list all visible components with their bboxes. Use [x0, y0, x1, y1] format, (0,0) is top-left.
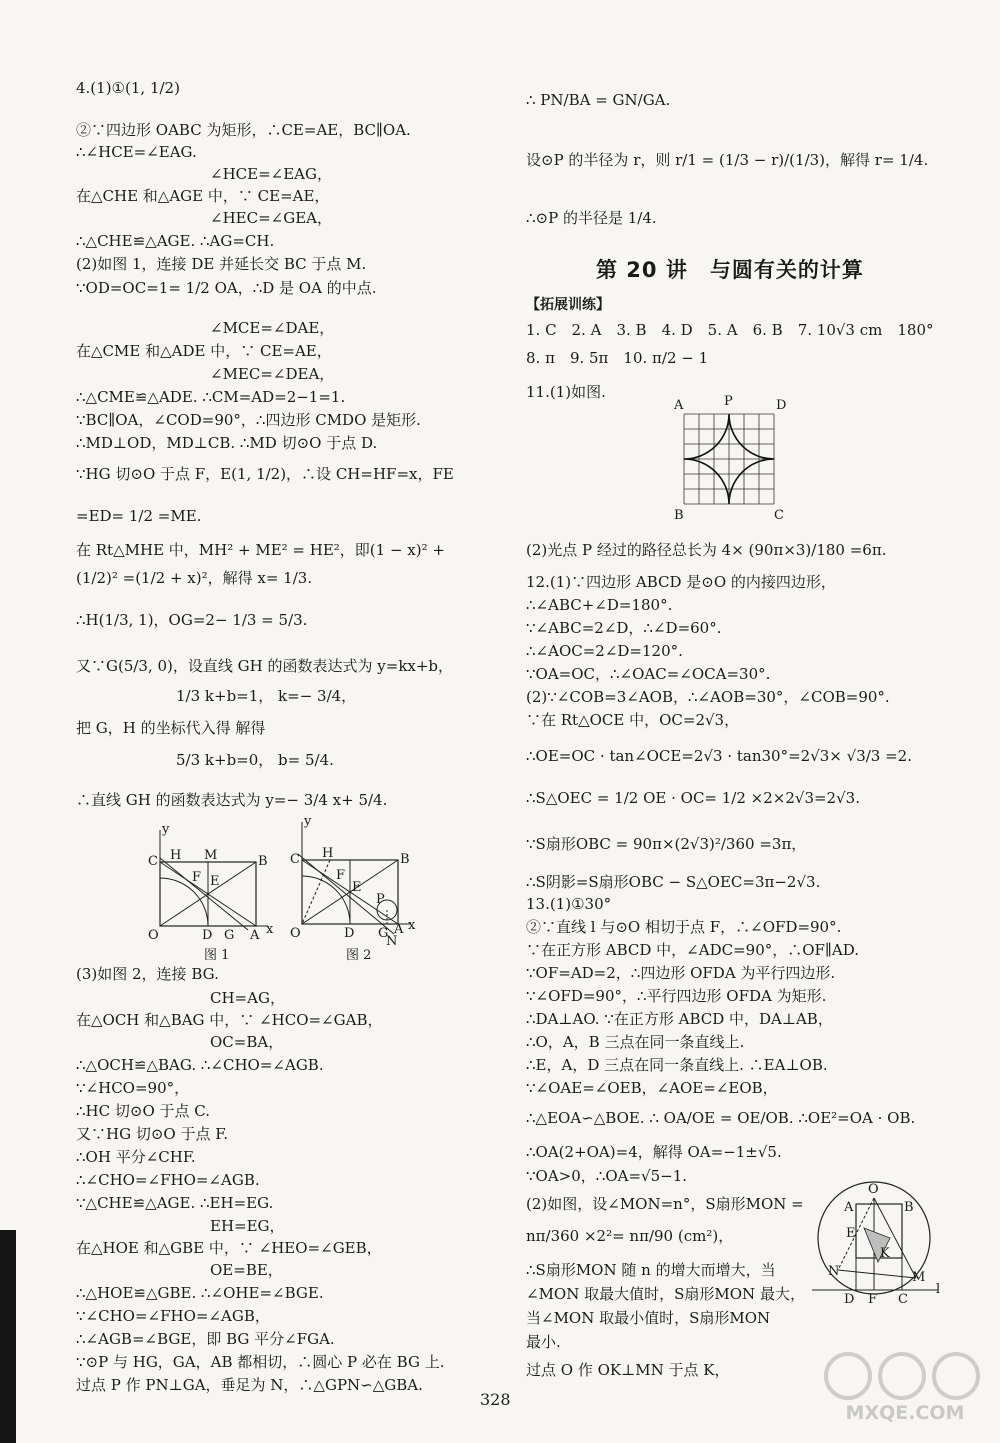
point-label: H — [322, 846, 334, 861]
text-line: ∴⊙P 的半径是 1/4. — [526, 209, 657, 227]
point-label: A — [674, 398, 684, 413]
text-line: ∵OD=OC=1= 1/2 OA，∴D 是 OA 的中点. — [76, 279, 377, 297]
text-line: ②∵直线 l 与⊙O 相切于点 F，∴∠OFD=90°. — [526, 918, 842, 936]
text-line: EH=EG， — [210, 1217, 285, 1235]
section-label: 【拓展训练】 — [526, 297, 610, 313]
text-line: ∠HCE=∠EAG， — [210, 165, 332, 183]
text-line: ∴∠AOC=2∠D=120°. — [526, 642, 683, 660]
text-line: 在△OCH 和△BAG 中，∵ ∠HCO=∠GAB， — [76, 1011, 383, 1029]
text-line: ∵∠CHO=∠FHO=∠AGB， — [76, 1307, 270, 1325]
circle-square-figure — [808, 1178, 948, 1308]
point-label: O — [868, 1182, 879, 1197]
point-label: K — [880, 1246, 890, 1261]
text-line: ∠MEC=∠DEA， — [210, 365, 335, 383]
text-line: 5/3 k+b=0， b= 5/4. — [176, 751, 334, 769]
text-line: 8. π 9. 5π 10. π/2 − 1 — [526, 349, 709, 367]
text-line: ∴HC 切⊙O 于点 C. — [76, 1102, 210, 1120]
point-label: C — [774, 508, 784, 523]
scan-edge-shadow — [0, 1230, 16, 1443]
text-line: ∵在 Rt△OCE 中，OC=2√3， — [526, 711, 740, 729]
text-line: ∴DA⊥AO. ∵在正方形 ABCD 中，DA⊥AB， — [526, 1010, 833, 1028]
watermark-logo — [820, 1350, 990, 1430]
figure-caption: 图 1 — [204, 948, 230, 963]
text-line: nπ/360 ×2²= nπ/90 (cm²)， — [526, 1227, 734, 1245]
point-label: D — [844, 1292, 855, 1307]
text-line: 4.(1)①(1, 1/2) — [76, 79, 180, 97]
point-label: F — [336, 868, 346, 883]
text-line: ∴S△OEC = 1/2 OE · OC= 1/2 ×2×2√3=2√3. — [526, 789, 860, 807]
text-line: (1/2)² =(1/2 + x)²，解得 x= 1/3. — [76, 569, 313, 587]
text-line: 又∵G(5/3, 0)，设直线 GH 的函数表达式为 y=kx+b， — [76, 657, 454, 675]
text-line: ∴ PN/BA = GN/GA. — [526, 91, 671, 109]
text-line: ∴OA(2+OA)=4，解得 OA=−1±√5. — [526, 1143, 782, 1161]
text-line: ∵⊙P 与 HG，GA，AB 都相切，∴圆心 P 必在 BG 上. — [76, 1353, 445, 1371]
text-line: (2)如图 1，连接 DE 并延长交 BC 于点 M. — [76, 255, 367, 273]
text-line: 11.(1)如图. — [526, 383, 606, 401]
text-line: ∵HG 切⊙O 于点 F，E(1, 1/2)，∴设 CH=HF=x，FE — [76, 465, 454, 483]
text-line: ∴△EOA∽△BOE. ∴ OA/OE = OE/OB. ∴OE²=OA · OB. — [526, 1109, 916, 1127]
text-line: ∵OA>0，∴OA=√5−1. — [526, 1167, 688, 1185]
text-line: 1/3 k+b=1， k=− 3/4， — [176, 687, 357, 705]
point-label: G — [224, 928, 235, 943]
point-label: F — [192, 870, 202, 885]
text-line: 最小. — [526, 1333, 561, 1351]
point-label: G — [378, 926, 389, 941]
point-label: F — [868, 1292, 878, 1307]
text-line: 又∵HG 切⊙O 于点 F. — [76, 1125, 229, 1143]
text-line: (3)如图 2，连接 BG. — [76, 965, 219, 983]
point-label: l — [936, 1282, 941, 1297]
point-label: H — [170, 848, 182, 863]
figure-1 — [144, 822, 274, 963]
point-label: E — [846, 1226, 856, 1241]
text-line: ∴直线 GH 的函数表达式为 y=− 3/4 x+ 5/4. — [76, 791, 388, 809]
point-label: D — [776, 398, 787, 413]
text-line: ∴△CME≌△ADE. ∴CM=AD=2−1=1. — [76, 388, 346, 406]
text-line: 1. C 2. A 3. B 4. D 5. A 6. B 7. 10√3 cm 180° — [526, 321, 934, 339]
text-line: ∴∠AGB=∠BGE，即 BG 平分∠FGA. — [76, 1330, 335, 1348]
text-line: ∵S扇形OBC = 90π×(2√3)²/360 =3π， — [526, 835, 807, 853]
point-label: B — [904, 1200, 914, 1215]
text-line: ∵∠HCO=90°， — [76, 1079, 190, 1097]
text-line: ∵△CHE≌△AGE. ∴EH=EG. — [76, 1194, 274, 1212]
text-line: ∴△CHE≌△AGE. ∴AG=CH. — [76, 232, 275, 250]
point-label: D — [344, 926, 355, 941]
figure-2 — [286, 814, 416, 963]
text-line: 13.(1)①30° — [526, 895, 612, 913]
point-label: B — [258, 854, 268, 869]
point-label: A — [394, 922, 404, 937]
text-line: ∠HEC=∠GEA， — [210, 209, 332, 227]
text-line: ∵∠OAE=∠OEB，∠AOE=∠EOB， — [526, 1079, 778, 1097]
text-line: =ED= 1/2 =ME. — [76, 507, 202, 525]
text-line: ∵在正方形 ABCD 中，∠ADC=90°，∴OF∥AD. — [526, 941, 859, 959]
text-line: ∴E，A，D 三点在同一条直线上. ∴EA⊥OB. — [526, 1056, 828, 1074]
text-line: ∴MD⊥OD，MD⊥CB. ∴MD 切⊙O 于点 D. — [76, 434, 378, 452]
text-line: 过点 O 作 OK⊥MN 于点 K， — [526, 1361, 730, 1379]
point-label: P — [376, 892, 385, 907]
point-label: E — [352, 880, 362, 895]
point-label: A — [250, 928, 260, 943]
point-label: A — [844, 1200, 854, 1215]
text-line: (2)∵∠COB=3∠AOB，∴∠AOB=30°，∠COB=90°. — [526, 688, 890, 706]
lecture-title: 第 20 讲 与圆有关的计算 — [596, 258, 864, 282]
text-line: ∵BC∥OA，∠COD=90°，∴四边形 CMDO 是矩形. — [76, 411, 421, 429]
text-line: OC=BA， — [210, 1033, 284, 1051]
text-line: ∴△HOE≌△GBE. ∴∠OHE=∠BGE. — [76, 1284, 324, 1302]
text-line: ∵∠ABC=2∠D，∴∠D=60°. — [526, 619, 722, 637]
page-number: 328 — [480, 1390, 511, 1409]
point-label: O — [290, 926, 301, 941]
point-label: M — [912, 1270, 926, 1285]
point-label: y — [162, 822, 170, 837]
point-label: C — [290, 852, 300, 867]
point-label: P — [724, 394, 733, 409]
text-line: (2)光点 P 经过的路径总长为 4× (90π×3)/180 =6π. — [526, 541, 887, 559]
point-label: B — [400, 852, 410, 867]
text-line: ∵∠OFD=90°，∴平行四边形 OFDA 为矩形. — [526, 987, 827, 1005]
text-line: 在△CHE 和△AGE 中，∵ CE=AE， — [76, 187, 330, 205]
point-label: N — [386, 934, 398, 949]
point-label: M — [204, 848, 218, 863]
text-line: 当∠MON 取最小值时，S扇形MON — [526, 1309, 771, 1327]
text-line: ∴△OCH≌△BAG. ∴∠CHO=∠AGB. — [76, 1056, 324, 1074]
text-line: 设⊙P 的半径为 r，则 r/1 = (1/3 − r)/(1/3)，解得 r= 1/4. — [526, 151, 929, 169]
text-line: ∴∠HCE=∠EAG. — [76, 143, 197, 161]
text-line: 在△CME 和△ADE 中，∵ CE=AE， — [76, 342, 332, 360]
text-line: 在△HOE 和△GBE 中，∵ ∠HEO=∠GEB， — [76, 1239, 382, 1257]
text-line: ∴H(1/3, 1)，OG=2− 1/3 = 5/3. — [76, 611, 308, 629]
point-label: E — [210, 874, 220, 889]
text-line: 在 Rt△MHE 中，MH² + ME² = HE²，即(1 − x)² + — [76, 541, 445, 559]
text-line: ∠MON 取最大值时，S扇形MON 最大， — [526, 1285, 805, 1303]
point-label: O — [148, 928, 159, 943]
point-label: x — [266, 922, 274, 937]
text-line: ②∵四边形 OABC 为矩形，∴CE=AE，BC∥OA. — [76, 121, 411, 139]
text-line: ∴S阴影=S扇形OBC − S△OEC=3π−2√3. — [526, 873, 821, 891]
text-line: ∴OE=OC · tan∠OCE=2√3 · tan30°=2√3× √3/3 =2. — [526, 747, 912, 765]
text-line: 12.(1)∵四边形 ABCD 是⊙O 的内接四边形， — [526, 573, 836, 591]
point-label: y — [304, 814, 312, 829]
text-line: ∴∠CHO=∠FHO=∠AGB. — [76, 1171, 260, 1189]
text-line: ∵OF=AD=2，∴四边形 OFDA 为平行四边形. — [526, 964, 836, 982]
text-line: ∠MCE=∠DAE， — [210, 319, 335, 337]
text-line: ∵OA=OC，∴∠OAC=∠OCA=30°. — [526, 665, 771, 683]
text-line: 过点 P 作 PN⊥GA，垂足为 N，∴△GPN∽△GBA. — [76, 1376, 423, 1394]
grid-figure — [674, 394, 787, 523]
text-line: CH=AG， — [210, 989, 285, 1007]
text-line: (2)如图，设∠MON=n°，S扇形MON = — [526, 1195, 804, 1213]
text-line: ∴OH 平分∠CHF. — [76, 1148, 196, 1166]
point-label: D — [202, 928, 213, 943]
point-label: x — [408, 918, 416, 933]
text-line: ∴S扇形MON 随 n 的增大而增大，当 — [526, 1261, 776, 1279]
text-line: OE=BE， — [210, 1261, 283, 1279]
text-line: ∴∠ABC+∠D=180°. — [526, 596, 673, 614]
point-label: N — [828, 1264, 840, 1279]
watermark-text: MXQE.COM — [845, 1402, 965, 1424]
point-label: B — [674, 508, 684, 523]
text-line: ∴O，A，B 三点在同一条直线上. — [526, 1033, 745, 1051]
text-line: 把 G，H 的坐标代入得 解得 — [76, 719, 266, 737]
point-label: C — [898, 1292, 908, 1307]
point-label: C — [148, 854, 158, 869]
figure-caption: 图 2 — [346, 948, 372, 963]
